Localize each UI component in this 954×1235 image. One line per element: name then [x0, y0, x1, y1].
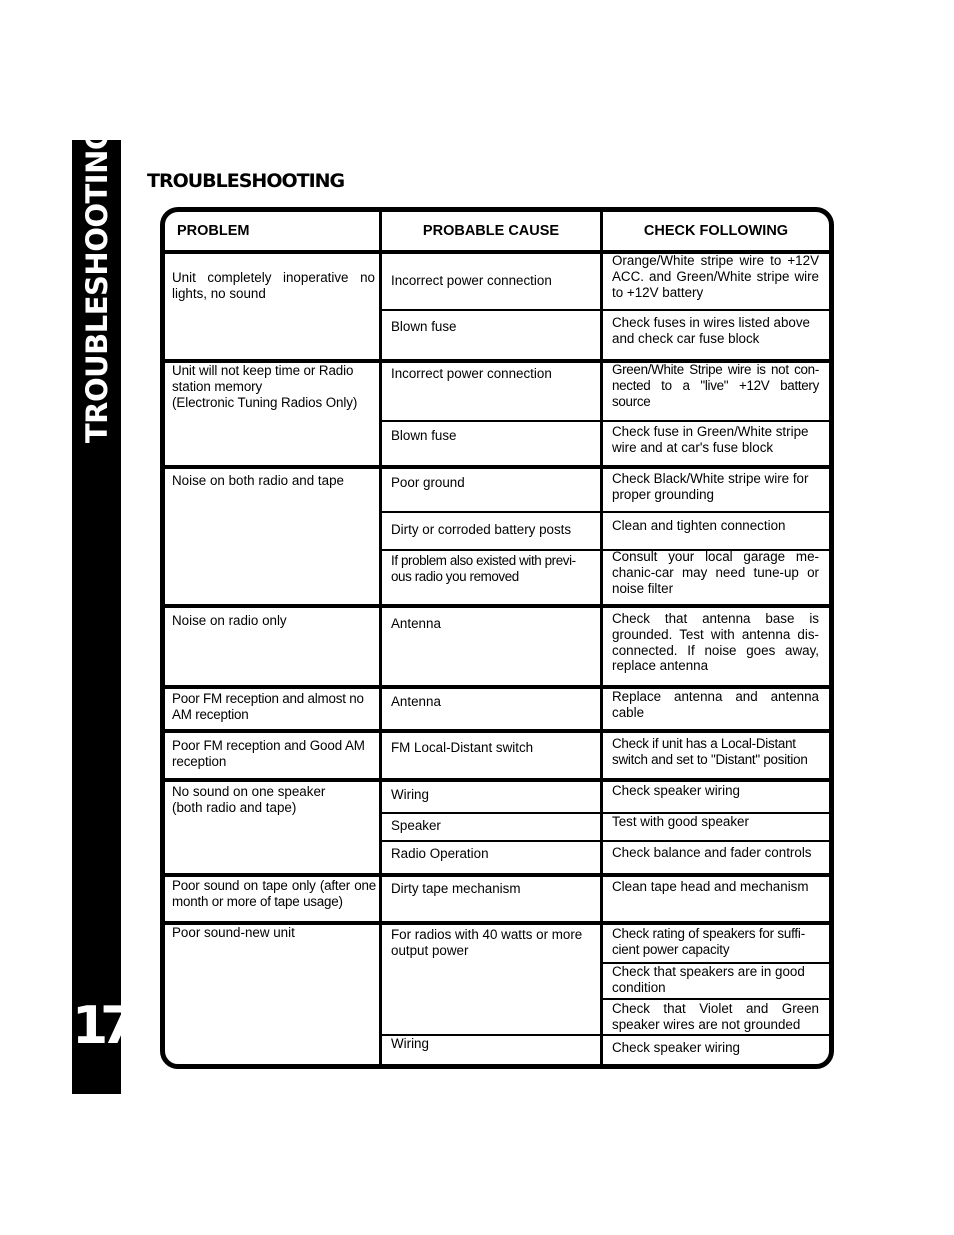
column-divider — [600, 212, 603, 1064]
row-divider — [382, 420, 829, 422]
problem-cell: Unit will not keep time or Radio station memory (Electronic Tuning Radios Only) — [172, 363, 358, 410]
check-cell: Orange/White stripe wire to +12V ACC. and Green/White stripe wire to +12V battery — [612, 253, 819, 300]
cause-cell: Blown fuse — [391, 428, 457, 443]
row-divider — [382, 511, 829, 513]
side-tab-title-wrap — [72, 126, 121, 444]
row-divider — [165, 604, 829, 608]
check-cell: Check that speakers are in good condition — [612, 964, 805, 995]
cause-cell: Radio Operation — [391, 846, 489, 861]
cause-cell: Antenna — [391, 616, 441, 631]
check-cell: Check that Violet and Green speaker wires are not grounded — [612, 1001, 819, 1032]
row-divider — [165, 873, 829, 877]
problem-cell: Poor sound on tape only (after one month or more of tape usage) — [172, 878, 376, 909]
check-cell: Test with good speaker — [612, 814, 749, 829]
problem-cell: Noise on radio only — [172, 613, 287, 628]
table-grid — [165, 212, 829, 1064]
column-divider — [379, 212, 382, 1064]
row-divider — [165, 729, 829, 733]
cause-cell: Dirty tape mechanism — [391, 881, 521, 896]
check-cell: Check speaker wiring — [612, 1040, 741, 1055]
check-cell: Green/White Stripe wire is not con-nected to a "live" +12V battery source — [612, 362, 819, 409]
check-cell: Clean tape head and mechanism — [612, 879, 809, 894]
cause-cell: Speaker — [391, 818, 441, 833]
cause-cell: Incorrect power connection — [391, 273, 552, 288]
cause-cell: FM Local-Distant switch — [391, 740, 534, 755]
problem-cell: Poor sound-new unit — [172, 925, 295, 940]
check-cell: Check fuse in Green/White stripe wire and at car's fuse block — [612, 424, 809, 455]
header-problem: PROBLEM — [177, 223, 250, 239]
cause-cell: Blown fuse — [391, 319, 457, 334]
problem-cell: Poor FM reception and Good AM reception — [172, 738, 365, 769]
check-cell: Consult your local garage me-chanic-car may need tune-up or noise filter — [612, 549, 819, 596]
cause-cell: Poor ground — [391, 475, 465, 490]
problem-cell: Unit completely inoperative no lights, no sound — [172, 270, 375, 301]
row-divider — [165, 778, 829, 782]
check-cell: Check if unit has a Local-Distant switch and set to "Distant" position — [612, 736, 808, 767]
check-cell: Check balance and fader controls — [612, 845, 812, 860]
check-cell: Check rating of speakers for suffi-cient power capacity — [612, 926, 805, 957]
row-divider — [382, 840, 829, 842]
header-probable-cause: PROBABLE CAUSE — [422, 223, 560, 239]
cause-cell: Incorrect power connection — [391, 366, 552, 381]
check-cell: Clean and tighten connection — [612, 518, 786, 533]
side-tab — [72, 126, 129, 1094]
cause-cell: Antenna — [391, 694, 441, 709]
cause-cell: Wiring — [391, 1036, 429, 1051]
side-tab-title: TROUBLESHOOTING — [79, 126, 114, 444]
cause-cell: For radios with 40 watts or more output power — [391, 927, 583, 958]
row-divider — [603, 998, 829, 1000]
check-cell: Replace antenna and antenna cable — [612, 689, 819, 720]
check-cell: Check Black/White stripe wire for proper grounding — [612, 471, 809, 502]
check-cell: Check fuses in wires listed above and check car fuse block — [612, 315, 810, 346]
problem-cell: Noise on both radio and tape — [172, 473, 344, 488]
problem-cell: Poor FM reception and almost no AM reception — [172, 691, 364, 722]
row-divider — [382, 309, 829, 311]
cause-cell: Wiring — [391, 787, 429, 802]
header-check-following: CHECK FOLLOWING — [643, 223, 789, 239]
page-heading: TROUBLESHOOTING — [147, 170, 345, 192]
cause-cell: If problem also existed with previ-ous radio you removed — [391, 553, 576, 584]
check-cell: Check that antenna base is grounded. Test with antenna dis-connected. If noise goes away, replace antenna — [612, 611, 819, 674]
row-divider — [165, 465, 829, 469]
troubleshooting-table — [160, 207, 834, 1069]
check-cell: Check speaker wiring — [612, 783, 741, 798]
cause-cell: Dirty or corroded battery posts — [391, 522, 572, 537]
page-number: 17 — [72, 996, 129, 1056]
problem-cell: No sound on one speaker (both radio and tape) — [172, 784, 326, 815]
